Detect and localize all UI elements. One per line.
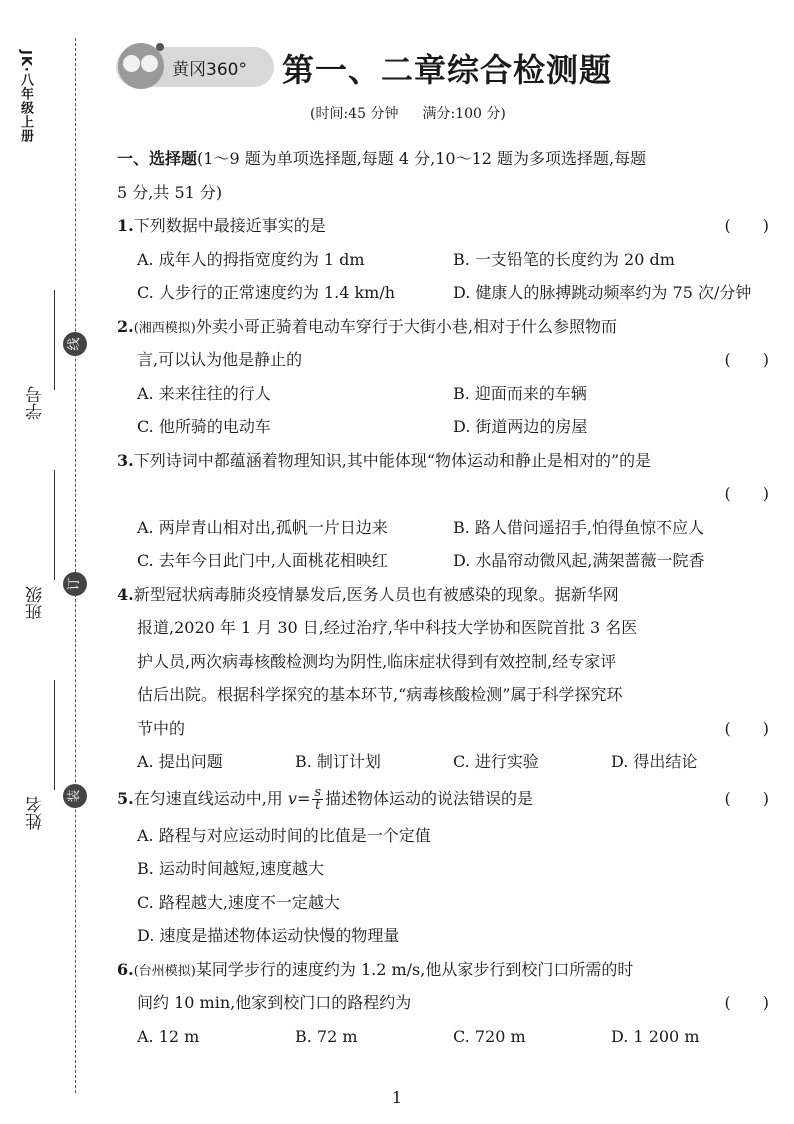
- name-field: [14, 680, 44, 830]
- binding-sidebar: [0, 0, 110, 1124]
- option-c[interactable]: C. 人步行的正常速度约为 1.4 km/h: [137, 283, 396, 302]
- registered-mark-icon: [156, 43, 164, 51]
- question-stem: 新型冠状病毒肺炎疫情暴发后,医务人员也有被感染的现象。据新华网: [133, 584, 619, 604]
- page-title: 第一、二章综合检测题: [282, 51, 613, 89]
- seal-line: 线: [63, 332, 87, 356]
- section-title: 一、选择题: [117, 149, 198, 168]
- question-stem: 下列诗词中都蕴涵着物理知识,其中能体现“物体运动和静止是相对的”的是: [133, 450, 652, 470]
- question-4-options: [117, 745, 769, 779]
- answer-blank[interactable]: ( ): [724, 993, 769, 1012]
- question-3-paren-line: [117, 477, 769, 511]
- question-number: 1.: [117, 216, 134, 235]
- answer-blank[interactable]: ( ): [724, 718, 769, 738]
- option-d[interactable]: D. 水晶帘动微风起,满架蔷薇一院香: [453, 551, 705, 570]
- seal-bind: 装: [63, 784, 87, 808]
- question-stem: 某同学步行的速度约为 1.2 m/s,他从家步行到校门口所需的时: [195, 959, 634, 979]
- question-4-line-5: [117, 712, 769, 746]
- option-c[interactable]: C. 他所骑的电动车: [137, 417, 271, 436]
- question-6-cont: [117, 986, 769, 1020]
- mascot-kid-left: [123, 55, 140, 72]
- answer-blank[interactable]: ( ): [724, 350, 769, 369]
- option-a[interactable]: A. 12 m: [137, 1026, 200, 1046]
- section-heading: [117, 142, 769, 176]
- option-b[interactable]: B. 迎面而来的车辆: [453, 383, 587, 403]
- answer-blank[interactable]: ( ): [724, 484, 769, 503]
- question-5-option-c[interactable]: C. 路程越大,速度不一定越大: [137, 892, 340, 912]
- option-a[interactable]: A. 两岸青山相对出,孤帆一片日边来: [137, 517, 388, 537]
- option-b[interactable]: B. 路人借问遥招手,怕得鱼惊不应人: [453, 517, 705, 537]
- class-label: 班级: [26, 586, 46, 620]
- question-stem-pre: 在匀速直线运动中,用: [133, 788, 288, 808]
- brand-badge: [116, 47, 274, 87]
- question-5: [117, 779, 769, 819]
- question-source: (台州模拟): [133, 963, 196, 979]
- question-number: 6.: [117, 959, 134, 979]
- answer-blank[interactable]: ( ): [724, 788, 769, 808]
- equals-sign: =: [296, 788, 311, 808]
- option-a[interactable]: A. 提出问题: [137, 752, 223, 771]
- edition-label: JK·八年级上册: [18, 50, 33, 143]
- question-3-options-cd: [117, 544, 769, 578]
- question-4-line-2: 报道,2020 年 1 月 30 日,经过治疗,华中科技大学协和医院首批 3 名医: [137, 618, 638, 637]
- question-5-option-b[interactable]: B. 运动时间越短,速度越大: [137, 859, 325, 878]
- section-note-cont: 5 分,共 51 分): [117, 182, 223, 202]
- option-b[interactable]: B. 制订计划: [295, 752, 381, 771]
- option-c[interactable]: C. 进行实验: [453, 752, 539, 771]
- question-5-option-a[interactable]: A. 路程与对应运动时间的比值是一个定值: [137, 825, 431, 845]
- fraction-denominator: t: [315, 797, 321, 813]
- page-header: [116, 45, 766, 95]
- exam-score: 满分:100 分): [422, 106, 506, 122]
- question-2: [117, 310, 769, 344]
- question-stem-post: 描述物体运动的说法错误的是: [325, 788, 534, 808]
- option-b[interactable]: B. 72 m: [295, 1026, 358, 1046]
- velocity-symbol: v: [287, 788, 297, 808]
- question-3-options-ab: [117, 511, 769, 545]
- question-5-option-d[interactable]: D. 速度是描述物体运动快慢的物理量: [137, 926, 400, 945]
- seal-staple: 订: [63, 572, 87, 596]
- option-d[interactable]: D. 街道两边的房屋: [453, 417, 588, 436]
- question-1-options-cd: [117, 276, 769, 310]
- section-note: (1～9 题为单项选择题,每题 4 分,10～12 题为多项选择题,每题: [197, 149, 647, 168]
- class-field: [14, 470, 44, 620]
- question-4-line-3: 护人员,两次病毒核酸检测均为阴性,临床症状得到有效控制,经专家评: [137, 651, 617, 671]
- question-stem: 下列数据中最接近事实的是: [133, 216, 326, 235]
- question-2-options-ab: [117, 377, 769, 411]
- name-label: 姓名: [26, 796, 46, 830]
- speed-formula-fraction: [312, 784, 323, 813]
- question-3: [117, 444, 769, 478]
- exam-time: (时间:45 分钟: [310, 106, 399, 122]
- exam-info: [310, 103, 530, 123]
- name-blank[interactable]: [54, 680, 55, 790]
- question-source: (湘西模拟): [133, 320, 196, 336]
- question-6: [117, 953, 769, 987]
- question-4: [117, 578, 769, 612]
- question-2-options-cd: [117, 410, 769, 444]
- question-stem-cont: 间约 10 min,他家到校门口的路程约为: [137, 993, 412, 1012]
- option-c[interactable]: C. 720 m: [453, 1026, 526, 1046]
- answer-blank[interactable]: ( ): [724, 216, 769, 235]
- question-2-cont: [117, 343, 769, 377]
- page-number: 1: [391, 1088, 403, 1107]
- class-blank[interactable]: [54, 470, 55, 580]
- option-a[interactable]: A. 成年人的拇指宽度约为 1 dm: [137, 249, 365, 269]
- option-d[interactable]: D. 健康人的脉搏跳动频率约为 75 次/分钟: [453, 283, 752, 302]
- question-stem-cont: 言,可以认为他是静止的: [137, 350, 303, 369]
- option-b[interactable]: B. 一支铅笔的长度约为 20 dm: [453, 249, 675, 269]
- brand-name: 黄冈360°: [172, 60, 247, 80]
- question-1-options-ab: [117, 243, 769, 277]
- mascot-logo-icon: [118, 43, 164, 89]
- option-d[interactable]: D. 得出结论: [611, 752, 698, 771]
- question-number: 2.: [117, 316, 134, 336]
- option-d[interactable]: D. 1 200 m: [611, 1026, 700, 1046]
- exam-content: [117, 142, 769, 1053]
- question-stem-cont: 节中的: [137, 718, 186, 738]
- mascot-kid-right: [141, 55, 158, 72]
- question-1: [117, 209, 769, 243]
- question-number: 5.: [117, 788, 134, 808]
- student-id-field: [14, 290, 44, 420]
- question-number: 3.: [117, 450, 134, 470]
- fraction-numerator: s: [314, 784, 322, 800]
- question-number: 4.: [117, 584, 134, 604]
- cut-line: [75, 38, 76, 1093]
- option-a[interactable]: A. 来来往往的行人: [137, 383, 271, 403]
- question-6-options: [117, 1020, 769, 1054]
- question-stem: 外卖小哥正骑着电动车穿行于大街小巷,相对于什么参照物而: [195, 316, 617, 336]
- student-id-blank[interactable]: [54, 290, 55, 390]
- option-c[interactable]: C. 去年今日此门中,人面桃花相映红: [137, 551, 388, 570]
- question-4-line-4: 估后出院。根据科学探究的基本环节,“病毒核酸检测”属于科学探究环: [137, 685, 623, 704]
- student-id-label: 学号: [26, 386, 46, 420]
